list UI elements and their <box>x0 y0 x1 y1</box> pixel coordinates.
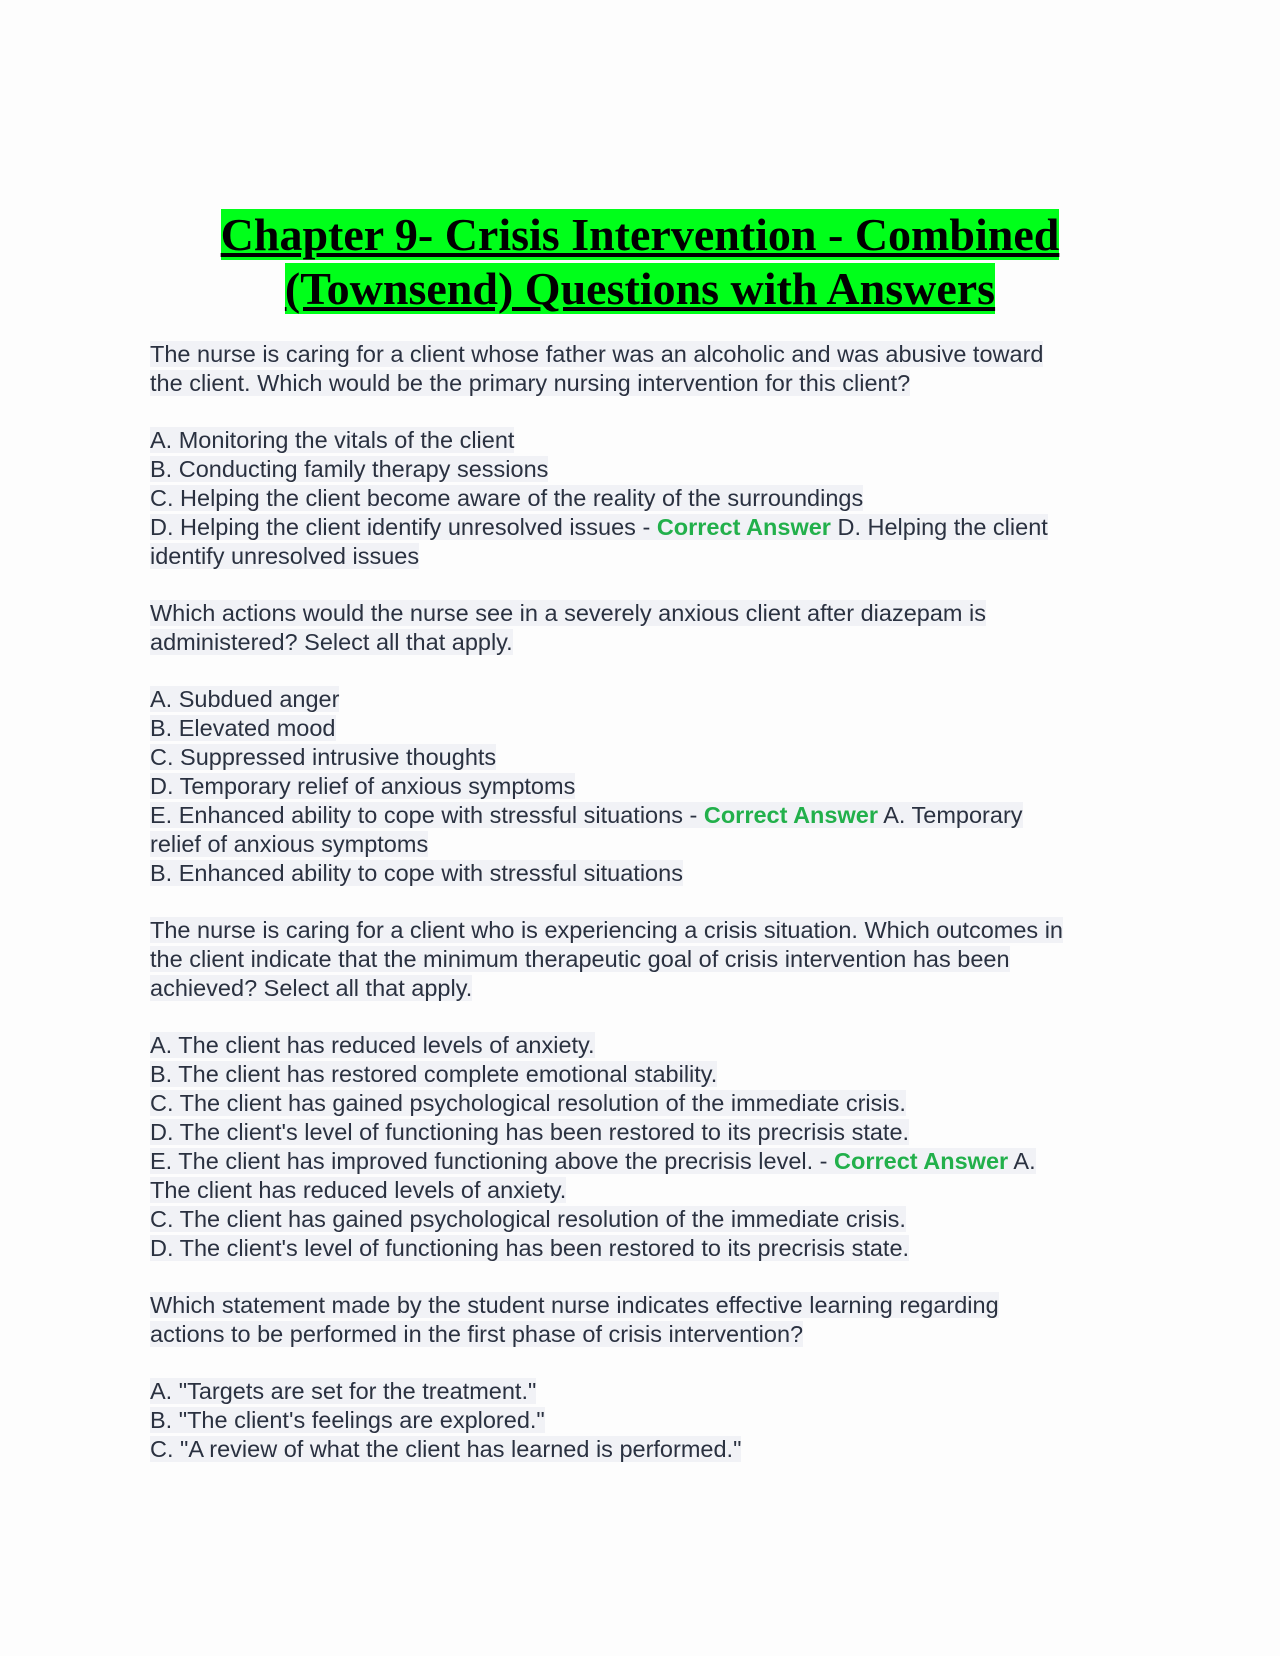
answer-text: C. The client has gained psychological resolution of the immediate crisis. <box>150 1206 906 1232</box>
option: B. Conducting family therapy sessions <box>150 456 549 482</box>
question-options <box>150 426 1130 571</box>
option: A. "Targets are set for the treatment." <box>150 1378 537 1404</box>
answer-text: The client has reduced levels of anxiety. <box>150 1177 567 1203</box>
option: B. The client has restored complete emotional stability. <box>150 1061 718 1087</box>
stem-line: the client indicate that the minimum therapeutic goal of crisis intervention has been <box>150 946 1010 972</box>
option: A. Monitoring the vitals of the client <box>150 427 515 453</box>
option: C. Suppressed intrusive thoughts <box>150 744 497 770</box>
answer-text: A. <box>1008 1148 1036 1174</box>
option: D. The client's level of functioning has been restored to its precrisis state. <box>150 1119 910 1145</box>
option: D. Temporary relief of anxious symptoms <box>150 773 576 799</box>
option: B. Elevated mood <box>150 715 336 741</box>
question-stem <box>150 599 1130 657</box>
question-options <box>150 1377 1130 1464</box>
answer-text: A. Temporary <box>877 802 1023 828</box>
answer-text: D. Helping the client <box>830 514 1048 540</box>
option: D. Helping the client identify unresolved issues - <box>150 514 657 540</box>
correct-answer-label: Correct Answer <box>703 802 878 828</box>
question-options <box>150 1031 1130 1263</box>
option: C. Helping the client become aware of the reality of the surroundings <box>150 485 864 511</box>
stem-line: the client. Which would be the primary nursing intervention for this client? <box>150 370 911 396</box>
stem-line: administered? Select all that apply. <box>150 629 513 655</box>
answer-text: identify unresolved issues <box>150 543 420 569</box>
option: C. "A review of what the client has learned is performed." <box>150 1436 742 1462</box>
answer-text: B. Enhanced ability to cope with stressful situations <box>150 860 683 886</box>
stem-line: actions to be performed in the first phase of crisis intervention? <box>150 1321 804 1347</box>
answer-text: D. The client's level of functioning has been restored to its precrisis state. <box>150 1235 910 1261</box>
option: E. Enhanced ability to cope with stressful situations - <box>150 802 704 828</box>
question-stem <box>150 340 1130 398</box>
correct-answer-label: Correct Answer <box>834 1148 1009 1174</box>
title-line-2: (Townsend) Questions with Answers <box>284 263 996 314</box>
document-title <box>0 208 1280 316</box>
question-stem <box>150 1291 1130 1349</box>
stem-line: The nurse is caring for a client who is experiencing a crisis situation. Which outcomes in <box>150 917 1063 943</box>
stem-line: achieved? Select all that apply. <box>150 975 473 1001</box>
title-line-1: Chapter 9- Crisis Intervention - Combined <box>220 209 1060 260</box>
stem-line: Which actions would the nurse see in a severely anxious client after diazepam is <box>150 600 986 626</box>
correct-answer-label: Correct Answer <box>656 514 831 540</box>
option: C. The client has gained psychological resolution of the immediate crisis. <box>150 1090 906 1116</box>
question-options <box>150 685 1130 888</box>
question-stem <box>150 916 1130 1003</box>
stem-line: The nurse is caring for a client whose father was an alcoholic and was abusive toward <box>150 341 1044 367</box>
option: B. "The client's feelings are explored." <box>150 1407 545 1433</box>
option: A. The client has reduced levels of anxiety. <box>150 1032 595 1058</box>
stem-line: Which statement made by the student nurse indicates effective learning regarding <box>150 1292 999 1318</box>
questions-content <box>150 340 1130 1492</box>
option: E. The client has improved functioning above the precrisis level. - <box>150 1148 835 1174</box>
option: A. Subdued anger <box>150 686 340 712</box>
answer-text: relief of anxious symptoms <box>150 831 429 857</box>
